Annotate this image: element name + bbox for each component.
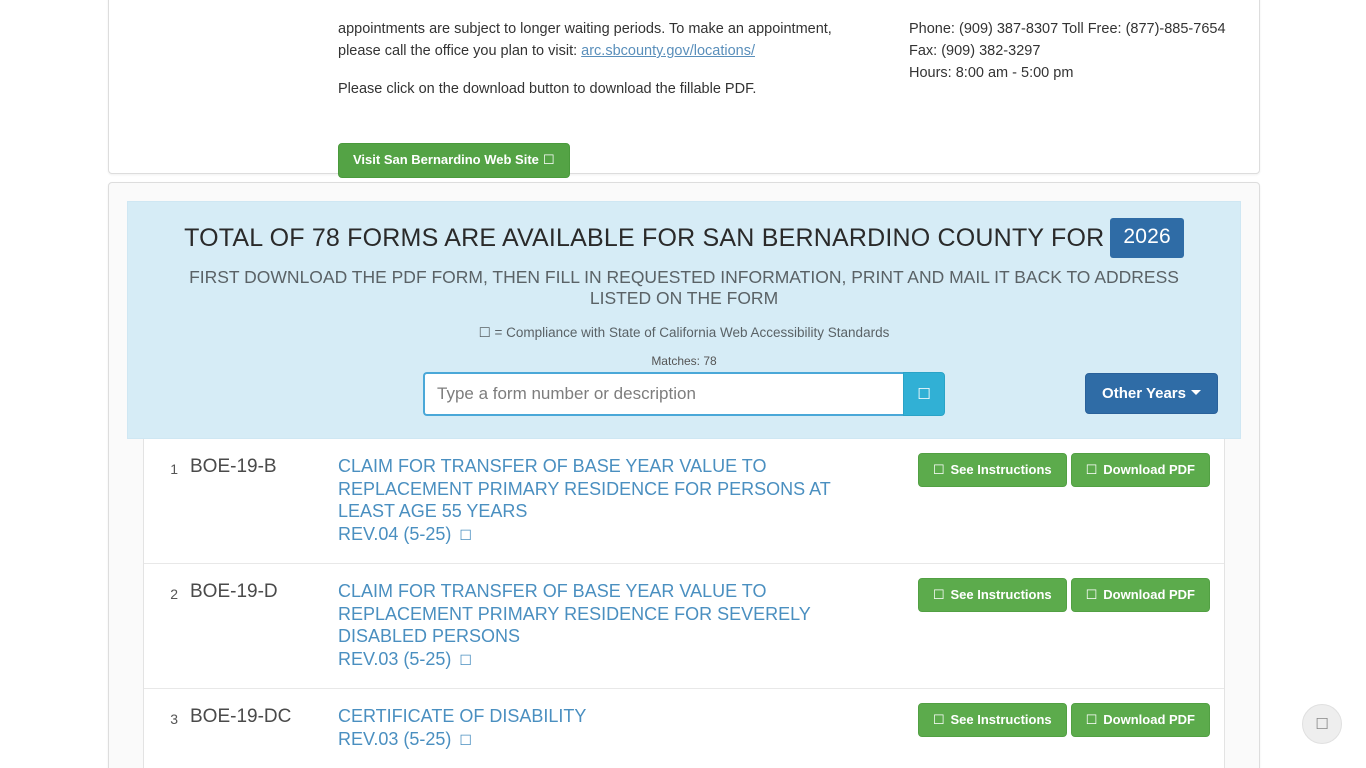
see-instructions-button[interactable] bbox=[918, 703, 1067, 737]
chevron-down-icon bbox=[1191, 390, 1201, 395]
see-instructions-label: See Instructions bbox=[950, 587, 1052, 602]
form-code: BOE-19-D bbox=[190, 581, 278, 602]
form-revision-text: REV.04 (5-25) bbox=[338, 523, 452, 544]
download-pdf-label: Download PDF bbox=[1103, 587, 1195, 602]
forms-panel bbox=[108, 182, 1260, 768]
form-description-text: CLAIM FOR TRANSFER OF BASE YEAR VALUE TO REPLACEMENT PRIMARY RESIDENCE FOR PERSONS AT LEAST AGE 55 YEARS bbox=[338, 456, 831, 521]
download-icon: ☐ bbox=[1085, 713, 1098, 728]
accessibility-icon: ☐ bbox=[459, 732, 472, 749]
other-years-label: Other Years bbox=[1102, 385, 1186, 402]
search-button[interactable] bbox=[903, 372, 945, 416]
table-row bbox=[144, 564, 1224, 689]
download-pdf-button[interactable] bbox=[1071, 453, 1210, 487]
document-icon: ☐ bbox=[932, 713, 945, 728]
form-revision-text: REV.03 (5-25) bbox=[338, 728, 452, 749]
form-revision bbox=[338, 523, 838, 548]
table-row bbox=[144, 439, 1224, 564]
row-number: 1 bbox=[170, 461, 178, 477]
arrow-up-icon: ☐ bbox=[1315, 715, 1329, 733]
search-input[interactable] bbox=[423, 372, 903, 416]
fax-line: Fax: (909) 382-3297 bbox=[909, 43, 1041, 59]
form-revision bbox=[338, 728, 838, 753]
download-icon: ☐ bbox=[1085, 588, 1098, 603]
matches-count: Matches: 78 bbox=[651, 354, 717, 368]
appointment-line2-prefix: please call the office you plan to visit: bbox=[338, 43, 582, 59]
accessibility-icon: ☐ bbox=[478, 325, 491, 341]
appointment-line1: appointments are subject to longer waiting periods. To make an appointment, bbox=[338, 21, 832, 37]
page-title-text: TOTAL OF 78 FORMS ARE AVAILABLE FOR SAN BERNARDINO COUNTY FOR bbox=[184, 224, 1105, 252]
phone-line: Phone: (909) 387-8307 Toll Free: (877)-885-7654 bbox=[909, 21, 1226, 37]
form-description-link[interactable] bbox=[338, 580, 838, 672]
see-instructions-label: See Instructions bbox=[950, 712, 1052, 727]
search-row bbox=[140, 372, 1228, 418]
accessibility-icon: ☐ bbox=[459, 527, 472, 544]
other-years-dropdown[interactable] bbox=[1085, 373, 1218, 414]
download-pdf-button[interactable] bbox=[1071, 578, 1210, 612]
accessibility-note-text: = Compliance with State of California Web Accessibility Standards bbox=[494, 325, 890, 340]
document-icon: ☐ bbox=[932, 588, 945, 603]
locations-link[interactable]: arc.sbcounty.gov/locations/ bbox=[581, 43, 755, 59]
form-code: BOE-19-DC bbox=[190, 706, 292, 727]
search-icon: ☐ bbox=[917, 385, 931, 403]
row-actions bbox=[918, 703, 1210, 737]
row-number: 3 bbox=[170, 711, 178, 727]
visit-website-button[interactable] bbox=[338, 143, 570, 178]
form-description-text: CLAIM FOR TRANSFER OF BASE YEAR VALUE TO REPLACEMENT PRIMARY RESIDENCE FOR SEVERELY DISABLED PERSONS bbox=[338, 581, 811, 646]
download-icon: ☐ bbox=[1085, 463, 1098, 478]
form-description-text: CERTIFICATE OF DISABILITY bbox=[338, 706, 587, 726]
contact-right-text bbox=[909, 18, 1269, 84]
row-number: 2 bbox=[170, 586, 178, 602]
header-subtitle: FIRST DOWNLOAD THE PDF FORM, THEN FILL IN REQUESTED INFORMATION, PRINT AND MAIL IT BACK TO ADDRESS LISTED ON THE FORM bbox=[189, 267, 1179, 308]
row-actions bbox=[918, 578, 1210, 612]
form-description-link[interactable] bbox=[338, 455, 838, 547]
hours-line: Hours: 8:00 am - 5:00 pm bbox=[909, 65, 1074, 81]
accessibility-note bbox=[140, 325, 1228, 341]
download-pdf-label: Download PDF bbox=[1103, 462, 1195, 477]
download-pdf-button[interactable] bbox=[1071, 703, 1210, 737]
form-code: BOE-19-B bbox=[190, 456, 277, 477]
table-row bbox=[144, 689, 1224, 768]
form-revision-text: REV.03 (5-25) bbox=[338, 648, 452, 669]
form-description-link[interactable] bbox=[338, 705, 838, 752]
see-instructions-button[interactable] bbox=[918, 453, 1067, 487]
row-actions bbox=[918, 453, 1210, 487]
accessibility-icon: ☐ bbox=[459, 652, 472, 669]
external-link-icon: ☐ bbox=[542, 153, 555, 168]
forms-list bbox=[143, 439, 1225, 768]
form-revision bbox=[338, 648, 838, 673]
download-pdf-label: Download PDF bbox=[1103, 712, 1195, 727]
scroll-to-top-button[interactable] bbox=[1302, 704, 1342, 744]
page-title bbox=[140, 218, 1228, 258]
contact-panel bbox=[108, 0, 1260, 174]
contact-left-text bbox=[338, 18, 883, 116]
document-icon: ☐ bbox=[932, 463, 945, 478]
visit-website-label: Visit San Bernardino Web Site bbox=[353, 152, 539, 167]
download-note: Please click on the download button to download the fillable PDF. bbox=[338, 81, 757, 97]
search-wrapper bbox=[423, 372, 945, 416]
see-instructions-label: See Instructions bbox=[950, 462, 1052, 477]
forms-header bbox=[127, 201, 1241, 439]
see-instructions-button[interactable] bbox=[918, 578, 1067, 612]
year-badge: 2026 bbox=[1110, 218, 1184, 258]
